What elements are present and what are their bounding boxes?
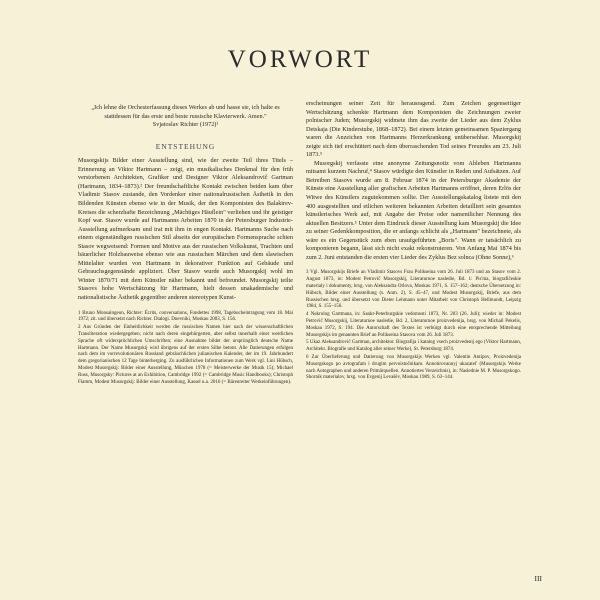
epigraph-author: Svjatoslav Richter (1972)¹: [152, 121, 219, 129]
footnote: 1 Bruno Monsaingeon, Richter: Écrits, conversations, Fondettes 1998, Tagebucheintragung vom 18. Mai 1972; zit. und übersetzt nach Richter. Dialogi. Dnevniki, Moskau 2003, S. 156.: [78, 310, 293, 323]
body-paragraph: Musorgskijs Bilder einer Ausstellung sind, wie der zweite Teil ihres Titels – Erinnerung an Viktor Hartmann – zeigt, ein musikalisches Denkmal für den früh verstorbenen Architekten, Grafiker und Designer Viktor Aleksandrovič Gartman (Hartmann, 1834–1873).² Der freundschaftliche Kontakt zwischen beiden kam über Vladimir Stasov zustande, den Vordenker einer nationalrussischen Ästhetik in den Bildenden Künsten ebenso wie in der Musik, der den Komponisten des Balakirev-Kreises die scherzhafte Bezeichnung „Mächtiges Häuflein" verliehen und ihr geistiger Kopf war. Stasov wurde auf Hartmanns Arbeiten 1870 in der Petersburger Industrie-Ausstellung aufmerksam und trat mit ihm in engen Kontakt. Hartmanns Suche nach einem eigenständigen russischen Stil abseits der europäischen Formensprache schien Stasov wegweisend: Formen und Motive aus der russischen Volkskunst, Trachten und bäuerlicher Holzbauweise ebenso wie aus russischen Märchen und dem slawischen Mittelalter wurden von Hartmann in dekorativer Funktion auf Gebäude und Gebrauchsgegenstände appliziert. Über Stasov wurde auch Musorgskij wohl im Winter 1870/71 mit dem Künstler näher bekannt und befreundet. Musorgskij teilte Stasovs hohe Wertschätzung für Hartmann, hielt dessen unakademische und nationalistische Ästhetik gegenüber anderen stereotypen Kunst-: [78, 157, 293, 301]
body-paragraph: Musorgskij verfasste eine anonyme Zeitungsnotiz vom Ableben Hartmanns mitsamt kurzem Nachruf,⁴ Stasov würdigte den Künstler in Reden und Aufsätzen. Auf Betreiben Stasovs wurde am 8. Februar 1874 in der Petersburger Akademie der Künste eine Ausstellung aller grafischen Arbeiten Hartmanns eröffnet, deren Erlös der Witwe des Künstlers zugutekommen sollte. Der Ausstellungskatalog listete mit den 400 ausgestellten und etlichen weiteren bekannten Arbeiten detailliert sein gesamtes künstlerisches Werk auf, mit Angabe der Preise oder namentlicher Nennung des aktuellen Besitzers.⁵ Unter dem Eindruck dieser Ausstellung kam Musorgskij die Idee zu seiner Gedenkkomposition, die er anfangs schlicht als „Hartmann" bezeichnete, als wäre es ein Gegenstück zum eben uraufgeführten „Boris". Wann er tatsächlich zu komponieren begann, lässt sich nicht exakt rekonstruieren. Von Anfang Mai 1874 bis zum 2. Juni entstanden die ersten vier Lieder des Zyklus Bez solnca (Ohne Sonne),⁶: [306, 159, 521, 261]
footnote: 6 Zur Überlieferung und Datierung von Musorgskijs Werken vgl. Valentin Antipov, Proizvedenija Musorgskogo po avtografam i drugim pervoistočnikam. Annotirovannyj ukazatel' (Musorgskijs Werke nach Autographen und anderen Primärquellen. Annotiertes Verzeichnis), in: Naslednie M. P. Musorgskogo. Sbornik materialov, hrsg. von Evgenij Levašëv, Moskau 1989, S. 63–144.: [306, 354, 521, 381]
footnote: 2 Aus Gründen der Einheitlichkeit werden die russischen Namen hier nach der wissenschaftlichen Transliteration wiedergegeben; nicht nach deren eingebürgerten, aber selbst innerhalb einer westlichen Sprache oft widersprüchlichen Umschriften; eine Ausnahme bildet der ursprünglich deutsche Name Hartmann. Der Name Musorgskij wird übrigens auf der ersten Silbe betont. Alle Datierungen erfolgen nach dem im vorrevolutionären Russland gebräuchlichen julianischen Kalender, der im 19. Jahrhundert dem gregorianischen 12 Tage hinterherging. Zu ausführlichen Informationen zum Werk vgl. Lini Hübsch, Modest Musorgskij: Bilder einer Ausstellung, München 1978 (= Meisterwerke der Musik 15); Michael Russ, Musorgsky: Pictures at an Exhibition, Cambridge 1992 (= Cambridge Music Handbooks); Christoph Flamm, Modest Musorgskij: Bilder einer Ausstellung, Kassel u.a. 2016 (= Bärenreiter Werkeinführungen).: [78, 325, 293, 385]
page-title: VORWORT: [227, 46, 373, 73]
body-paragraph: erscheinungen seiner Zeit für herausragend. Zum Zeichen gegenseitiger Wertschätzung schenkte Hartmann dem Komponisten die Zeichnungen zweier polnischer Juden; Musorgskij widmete ihm das zweite der Lieder aus dem Zyklus Detskaja (Die Kinderstube, 1868–1872). Bei einem letzten gemeinsamen Spaziergang waren die Anzeichen von Hartmanns Herzerkrankung unübersehbar. Musorgskij zeigte sich tief erschüttert nach dem überraschenden Tod seines Freundes am 23. Juli 1873.³: [306, 100, 521, 159]
footnote: 5 Ukaz Aleksandrovič Gartman, architektor. Biografija i katalog vsech proizvedenij ego (Viktor Hartmann, Architekt. Biografie und Katalog aller seiner Werke), St. Petersburg 1874.: [306, 340, 521, 353]
left-column: [78, 100, 293, 387]
page-number: III: [534, 574, 542, 583]
footnote: 4 Nekrolog Gartmana, in: Sankt-Peterburgskie vedomosti 1873, Nr. 203 (26. Juli); wieder in: Modest Petrovič Musorgskij, Literaturnoe nasledie, Bd. 2, Literaturnoe proizvedenija, hrsg. von Michail Pekelis, Moskau 1972, S. 194. Die Autorschaft des Textes ist verbürgt durch eine entsprechende Mitteilung Musorgskijs im genannten Brief an Polikseina Stasova vom 26. Juli 1873.: [306, 312, 521, 338]
footnotes-left: [78, 311, 293, 387]
footnote: 3 Vgl. Musorgskijs Briefe an Vladimir Stasovs Frau Polikseina vom 26. Juli 1873 und an Stasov vom 2. August 1873, in: Modest Petrovič Musorgskij, Literaturnoe nasledie, Bd. 1: Pis'ma, biografičeskie materialy i dokumenty, hrsg. von Aleksandra Orlova, Moskau 1971, S. 157–162; deutsche Übersetzung in: Hübsch, Bilder einer Ausstellung (s. Anm. 2), S. 45–47, und Modest Musorgskij, Briefe, aus dem Russischen hrsg. und übersetzt von Dieter Lehmann unter Mitarbeit von Christoph Hellmundt, Leipzig 1984, S. 155–156.: [306, 270, 521, 310]
epigraph-quote: „Ich lehne die Orchesterfassung dieses Werkes ab und hasse sie, ich halte es stattdessen für das erste und beste russische Klavierwerk. Amen.": [91, 104, 280, 120]
section-heading: ENTSTEHUNG: [155, 141, 216, 151]
right-column: [306, 100, 521, 383]
footnotes-right: [306, 270, 521, 382]
